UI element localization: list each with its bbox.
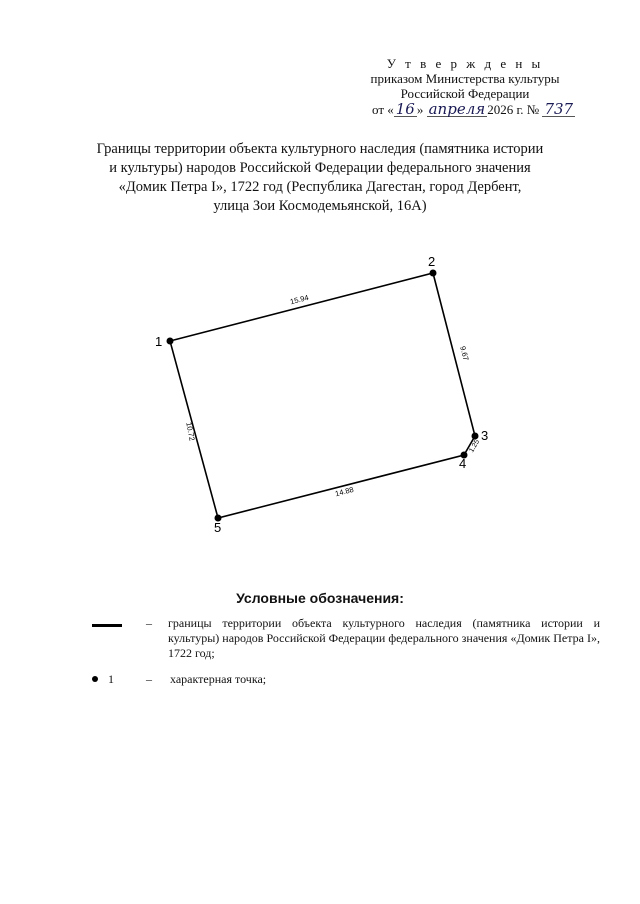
handwritten-month: апреля xyxy=(428,100,486,118)
segment-length-2-3: 9.67 xyxy=(458,345,471,362)
segment-length-1-2: 15.94 xyxy=(289,292,310,307)
point-label-1: 1 xyxy=(155,334,163,349)
point-marker-2 xyxy=(430,270,437,277)
point-label-2: 2 xyxy=(428,254,436,269)
year-text: 2026 г. № xyxy=(487,102,540,117)
point-marker-1 xyxy=(167,338,174,345)
segment-length-3-4: 1.25 xyxy=(468,438,482,454)
boundary-polygon xyxy=(170,273,475,518)
title-line-4: улица Зои Космодемьянской, 16А) xyxy=(213,198,427,214)
legend-dash-2: – xyxy=(146,672,152,686)
approval-word: У т в е р ж д е н ы xyxy=(386,56,544,71)
title-line-2: и культуры) народов Российской Федерации федерального значения xyxy=(109,160,531,176)
segment-length-5-1: 10.72 xyxy=(184,421,197,442)
title-line-3: «Домик Петра I», 1722 год (Республика Дагестан, город Дербент, xyxy=(118,179,522,195)
handwritten-day: 16 xyxy=(395,100,415,118)
point-label-4: 4 xyxy=(459,456,467,471)
legend-boundary-description: границы территории объекта культурного наследия (памятника истории и культуры) народов Российской Федерации федерального значения «Домик Петра I», 1722 год; xyxy=(168,616,600,660)
legend-point-description: характерная точка; xyxy=(170,672,267,686)
federation-line: Российской Федерации xyxy=(400,86,530,101)
point-label-3: 3 xyxy=(481,428,489,443)
handwritten-order-number: 737 xyxy=(544,100,574,118)
segment-length-4-5: 14.88 xyxy=(334,484,355,499)
date-close: » xyxy=(416,102,424,117)
legend-title: Условные обозначения: xyxy=(236,590,404,606)
point-marker-3 xyxy=(472,433,479,440)
legend-point-number: 1 xyxy=(108,672,114,686)
order-line: приказом Министерства культуры xyxy=(370,71,560,86)
point-label-5: 5 xyxy=(214,520,222,535)
legend-dash-1: – xyxy=(146,616,152,630)
legend-point-symbol xyxy=(92,676,98,682)
date-prefix: от « xyxy=(372,102,394,117)
legend-boundary-line-symbol xyxy=(92,624,122,627)
title-line-1: Границы территории объекта культурного наследия (памятника истории xyxy=(96,141,544,157)
